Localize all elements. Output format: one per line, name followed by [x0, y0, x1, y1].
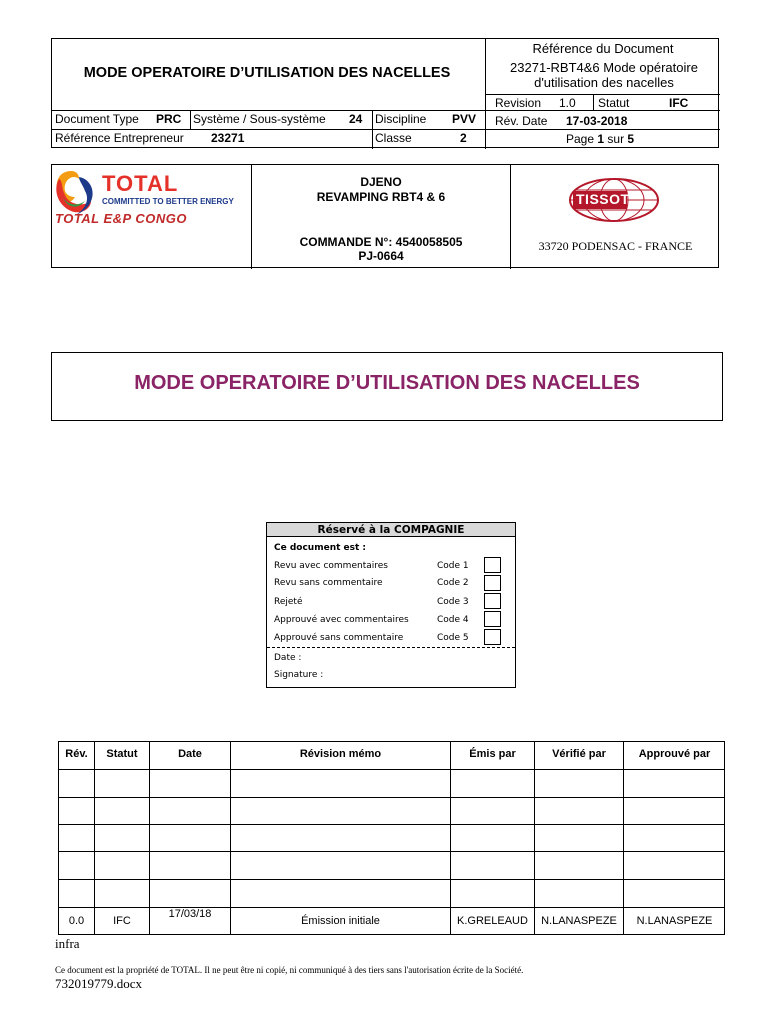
rev-date-label: Rév. Date: [495, 114, 548, 128]
company-approval-box: [266, 522, 516, 688]
column-header: Vérifié par: [552, 748, 606, 760]
approval-option-approuve-sans: [274, 633, 403, 643]
tissot-logo: [567, 177, 661, 223]
statut-value: IFC: [669, 96, 689, 110]
table-cell: N.LANASPEZE: [636, 915, 713, 927]
code-4-checkbox[interactable]: [484, 611, 501, 627]
rev-date-value: 17-03-2018: [566, 114, 628, 128]
approval-option-label: Rejeté: [274, 597, 303, 607]
doc-type-value: PRC: [156, 112, 182, 126]
project-banner: [51, 164, 719, 268]
revision-value: 1.0: [559, 96, 576, 110]
approval-code: Code 5: [437, 633, 469, 643]
code-2-checkbox[interactable]: [484, 575, 501, 591]
column-header: Rév.: [65, 748, 88, 760]
column-header: Émis par: [469, 748, 516, 760]
approval-option-revu-sans: [274, 578, 383, 588]
table-cell: K.GRELEAUD: [457, 915, 528, 927]
approval-option-label: Revu sans commentaire: [274, 578, 383, 588]
total-wordmark: TOTAL: [102, 171, 179, 196]
doc-type-label: Document Type: [55, 112, 139, 126]
code-5-checkbox[interactable]: [484, 629, 501, 645]
approval-code: Code 3: [437, 597, 469, 607]
document-header-table: [51, 38, 719, 148]
total-ep-congo-label: TOTAL E&P CONGO: [55, 211, 187, 226]
company-box-heading: Réservé à la COMPAGNIE: [267, 523, 515, 537]
classe-value: 2: [460, 131, 467, 145]
column-header: Approuvé par: [638, 748, 711, 760]
approval-option-revu-avec: [274, 561, 388, 571]
header-title: MODE OPERATOIRE D’UTILISATION DES NACELLES: [83, 64, 451, 81]
date-label: Date :: [274, 653, 302, 663]
table-cell: 17/03/18: [168, 908, 212, 920]
approval-code: Code 2: [437, 578, 469, 588]
ref-entrepreneur-label: Référence Entrepreneur: [55, 131, 184, 145]
footer-filename: 732019779.docx: [55, 976, 143, 991]
column-header: Date: [178, 748, 202, 760]
ref-entrepreneur-value: 23271: [211, 131, 245, 145]
main-title-box: [51, 352, 723, 421]
approval-code: Code 4: [437, 615, 469, 625]
order-number: COMMANDE N°: 4540058505: [299, 235, 463, 249]
approval-code: Code 1: [437, 561, 469, 571]
company-box-intro: Ce document est :: [274, 543, 367, 553]
total-tagline: COMMITTED TO BETTER ENERGY: [102, 197, 234, 206]
revision-label: Revision: [495, 96, 542, 110]
footer-notice: Ce document est la propriété de TOTAL. Il ne peut être ni copié, ni communiqué à des tiers sans l'autorisation écrite de la Société.: [55, 965, 524, 975]
discipline-value: PVV: [452, 112, 477, 126]
discipline-label: Discipline: [375, 112, 427, 126]
tissot-address: 33720 PODENSAC - FRANCE: [538, 239, 693, 253]
column-header: Révision mémo: [299, 748, 382, 760]
table-cell: N.LANASPEZE: [541, 915, 617, 927]
main-title: MODE OPERATOIRE D’UTILISATION DES NACELLES: [134, 372, 640, 394]
pj-number: PJ-0664: [358, 249, 404, 263]
page-indicator: Page 1 sur 5: [566, 132, 635, 146]
revision-history-table: [58, 741, 725, 935]
tissot-wordmark: TISSOT: [576, 191, 630, 207]
signature-label: Signature :: [274, 670, 324, 680]
footer-infra: infra: [55, 936, 80, 951]
classe-label: Classe: [375, 131, 412, 145]
code-1-checkbox[interactable]: [484, 557, 501, 573]
systeme-value: 24: [349, 112, 363, 126]
column-header: Statut: [106, 748, 138, 760]
table-cell: Émission initiale: [301, 915, 380, 927]
approval-option-label: Revu avec commentaires: [274, 561, 388, 571]
dashed-divider: [267, 647, 515, 648]
approval-option-label: Approuvé avec commentaires: [274, 615, 409, 625]
code-3-checkbox[interactable]: [484, 593, 501, 609]
systeme-label: Système / Sous-système: [193, 112, 326, 126]
document-reference-label: Référence du Document: [532, 41, 674, 56]
approval-option-rejete: [274, 597, 303, 607]
table-cell: IFC: [113, 915, 131, 927]
project-subtitle: REVAMPING RBT4 & 6: [316, 190, 446, 204]
approval-option-approuve-avec: [274, 615, 409, 625]
statut-label: Statut: [598, 96, 630, 110]
approval-option-label: Approuvé sans commentaire: [274, 633, 404, 643]
table-cell: 0.0: [68, 915, 85, 927]
project-name: DJENO: [360, 175, 402, 189]
document-reference-value: 23271-RBT4&6 Mode opératoire d'utilisation des nacelles: [510, 60, 698, 90]
